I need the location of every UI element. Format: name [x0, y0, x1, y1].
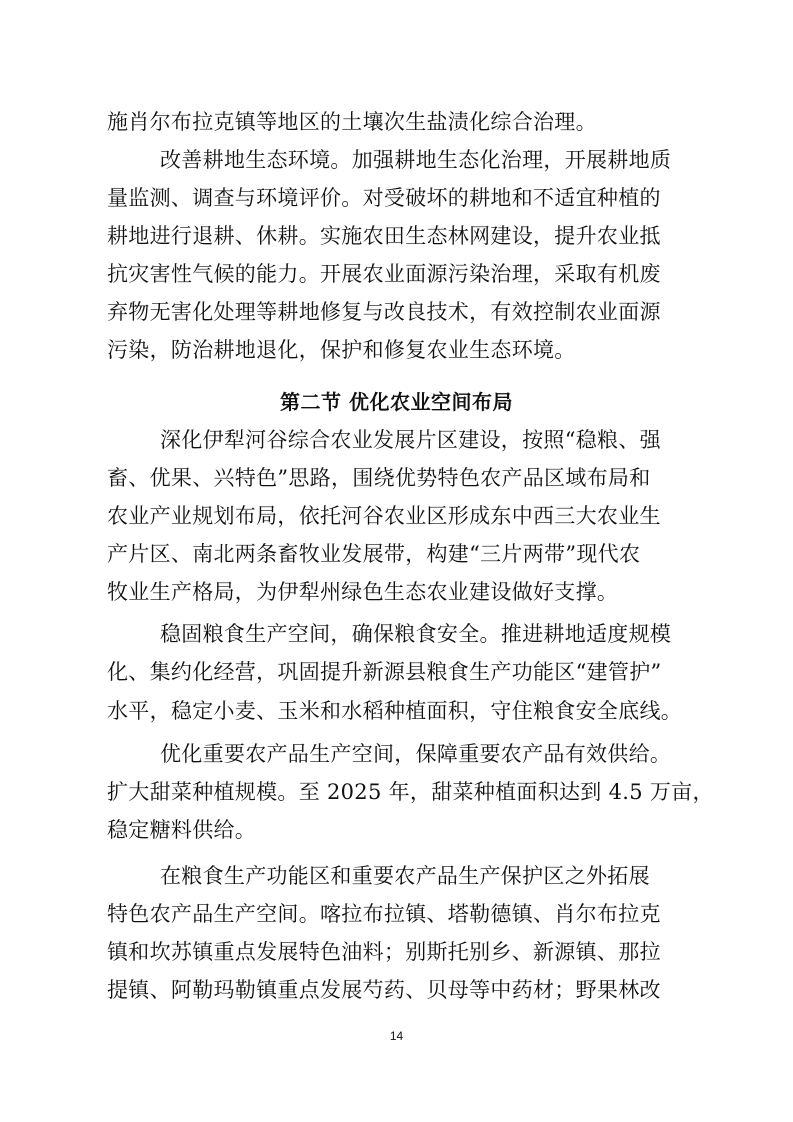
body-text-line: 提镇、阿勒玛勒镇重点发展芍药、贝母等中药材；野果林改 — [107, 978, 661, 1002]
body-text-line: 污染，防治耕地退化，保护和修复农业生态环境。 — [107, 338, 576, 362]
body-text-line: 弃物无害化处理等耕地修复与改良技术，有效控制农业面源 — [107, 300, 661, 324]
body-text-line: 产片区、南北两条畜牧业发展带，构建“三片两带”现代农 — [107, 542, 641, 566]
body-text-line: 改善耕地生态环境。加强耕地生态化治理，开展耕地质 — [160, 148, 672, 172]
body-text-line: 扩大甜菜种植规模。至 2025 年，甜菜种植面积达到 4.5 万亩， — [107, 780, 714, 804]
body-text-line: 水平，稳定小麦、玉米和水稻种植面积，守住粮食安全底线。 — [107, 699, 683, 723]
body-text-line: 耕地进行退耕、休耕。实施农田生态林网建设，提升农业抵 — [107, 224, 661, 248]
body-text-line: 在粮食生产功能区和重要农产品生产保护区之外拓展 — [160, 864, 650, 888]
body-text-line: 特色农产品生产空间。喀拉布拉镇、塔勒德镇、肖尔布拉克 — [107, 902, 661, 926]
body-text-line: 优化重要农产品生产空间，保障重要农产品有效供给。 — [160, 742, 672, 766]
body-text-line: 农业产业规划布局，依托河谷农业区形成东中西三大农业生 — [107, 504, 661, 528]
body-text-line: 量监测、调查与环境评价。对受破坏的耕地和不适宜种植的 — [107, 186, 661, 210]
body-text-line: 施肖尔布拉克镇等地区的土壤次生盐渍化综合治理。 — [107, 110, 597, 134]
body-text-line: 稳定糖料供给。 — [107, 818, 257, 842]
body-text-line: 畜、优果、兴特色”思路，围绕优势特色农产品区域布局和 — [107, 466, 651, 490]
page-number: 14 — [389, 1029, 404, 1043]
body-text-line: 化、集约化经营，巩固提升新源县粮食生产功能区“建管护” — [107, 660, 662, 684]
body-text-line: 镇和坎苏镇重点发展特色油料；别斯托别乡、新源镇、那拉 — [107, 940, 661, 964]
body-text-line: 稳固粮食生产空间，确保粮食安全。推进耕地适度规模 — [160, 622, 672, 646]
section-heading: 第二节 优化农业空间布局 — [280, 390, 513, 414]
body-text-line: 深化伊犁河谷综合农业发展片区建设，按照“稳粮、强 — [160, 428, 661, 452]
body-text-line: 牧业生产格局，为伊犁州绿色生态农业建设做好支撑。 — [107, 580, 619, 604]
body-text-line: 抗灾害性气候的能力。开展农业面源污染治理，采取有机废 — [107, 262, 661, 286]
